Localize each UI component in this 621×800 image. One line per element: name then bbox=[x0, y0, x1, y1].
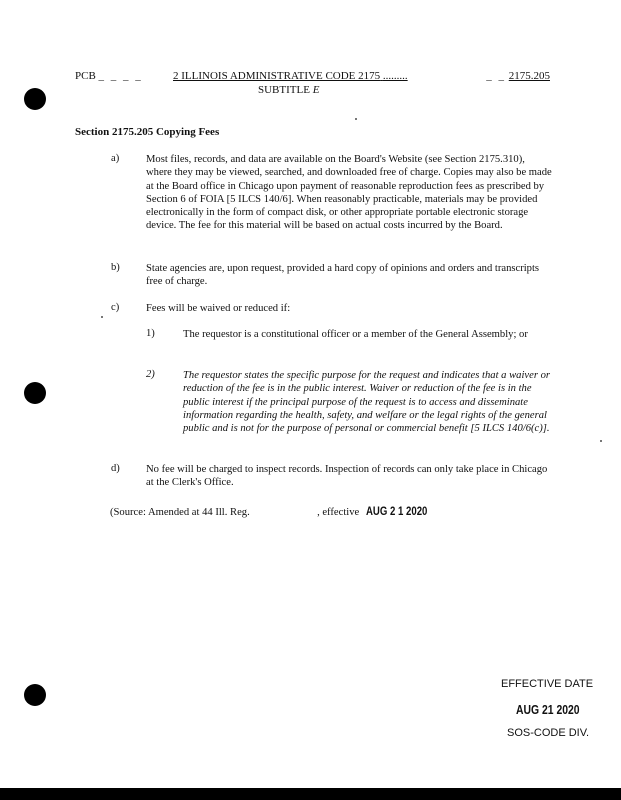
stamp-date: AUG 21 2020 bbox=[516, 702, 580, 717]
header-code-title: 2 ILLINOIS ADMINISTRATIVE CODE 2175 bbox=[173, 70, 381, 82]
item-a-text: Most files, records, and data are available on the Board's Website (see Section 2175.310), where they may be viewed, searched, and downloaded free of charge. Copies may also be made at the Board office in Chicago upon payment of reasonable reproduction fees as prescribed by Section 6 of FOIA [5 ILCS 140/6]. When reasonably practicable, materials may be provided electronically in the form of compact disk, or other appropriate portable electronic storage device. The fee for this material will be based on actual costs incurred by the Board. bbox=[146, 154, 552, 232]
item-c1-text: The requestor is a constitutional officer or a member of the General Assembly; or bbox=[183, 329, 528, 340]
section-title: Section 2175.205 Copying Fees bbox=[75, 126, 220, 138]
header-agency: PCB bbox=[75, 70, 96, 82]
source-stamped-date: AUG 2 1 2020 bbox=[365, 504, 428, 518]
item-c-text: Fees will be waived or reduced if: bbox=[146, 303, 291, 314]
hole-punch-middle bbox=[24, 382, 46, 404]
subtitle-prefix: SUBTITLE bbox=[258, 84, 313, 96]
header-right-dashes: _ _ bbox=[486, 70, 506, 82]
source-note bbox=[110, 504, 443, 518]
header-section-number: 2175.205 bbox=[508, 70, 550, 82]
scan-bottom-edge bbox=[0, 788, 621, 800]
item-d-marker: d) bbox=[111, 463, 120, 474]
item-c1-marker: 1) bbox=[146, 328, 155, 339]
item-b-marker: b) bbox=[111, 262, 120, 273]
scan-speck bbox=[101, 316, 103, 318]
subtitle-letter: E bbox=[312, 84, 320, 96]
item-b-text: State agencies are, upon request, provided a hard copy of opinions and orders and transcripts free of charge. bbox=[146, 263, 540, 288]
scan-speck bbox=[600, 440, 602, 442]
scan-speck bbox=[355, 118, 357, 120]
header-right bbox=[486, 70, 550, 82]
hole-punch-bottom bbox=[24, 684, 46, 706]
item-d-text: No fee will be charged to inspect records. Inspection of records can only take place in Chicago at the Clerk's Office. bbox=[146, 464, 548, 489]
header-left bbox=[75, 70, 143, 82]
stamp-division: SOS-CODE DIV. bbox=[507, 727, 590, 739]
source-prefix: (Source: Amended at 44 Ill. Reg. bbox=[110, 507, 250, 518]
hole-punch-top bbox=[24, 88, 46, 110]
item-a-marker: a) bbox=[111, 153, 120, 164]
header-subtitle bbox=[258, 84, 319, 96]
item-c2-text: The requestor states the specific purpose for the request and indicates that a waiver or reduction of the fee is in the public interest. Waiver or reduction of the fee is in the public interest if the principal purpose of the request is to access and disseminate information regarding the health, safety, and welfare or the legal rights of the general public and is not for the purpose of personal or commercial benefit [5 ILCS 140/6(c)]. bbox=[183, 370, 551, 435]
stamp-effective-date-label: EFFECTIVE DATE bbox=[501, 678, 594, 690]
item-c2-marker: 2) bbox=[146, 369, 155, 380]
header-center-dots: ......... bbox=[382, 70, 408, 82]
header-center bbox=[173, 70, 408, 82]
header-left-dashes: _ _ _ _ bbox=[98, 70, 143, 82]
item-c-marker: c) bbox=[111, 302, 120, 313]
source-effective-label: , effective bbox=[317, 507, 360, 518]
